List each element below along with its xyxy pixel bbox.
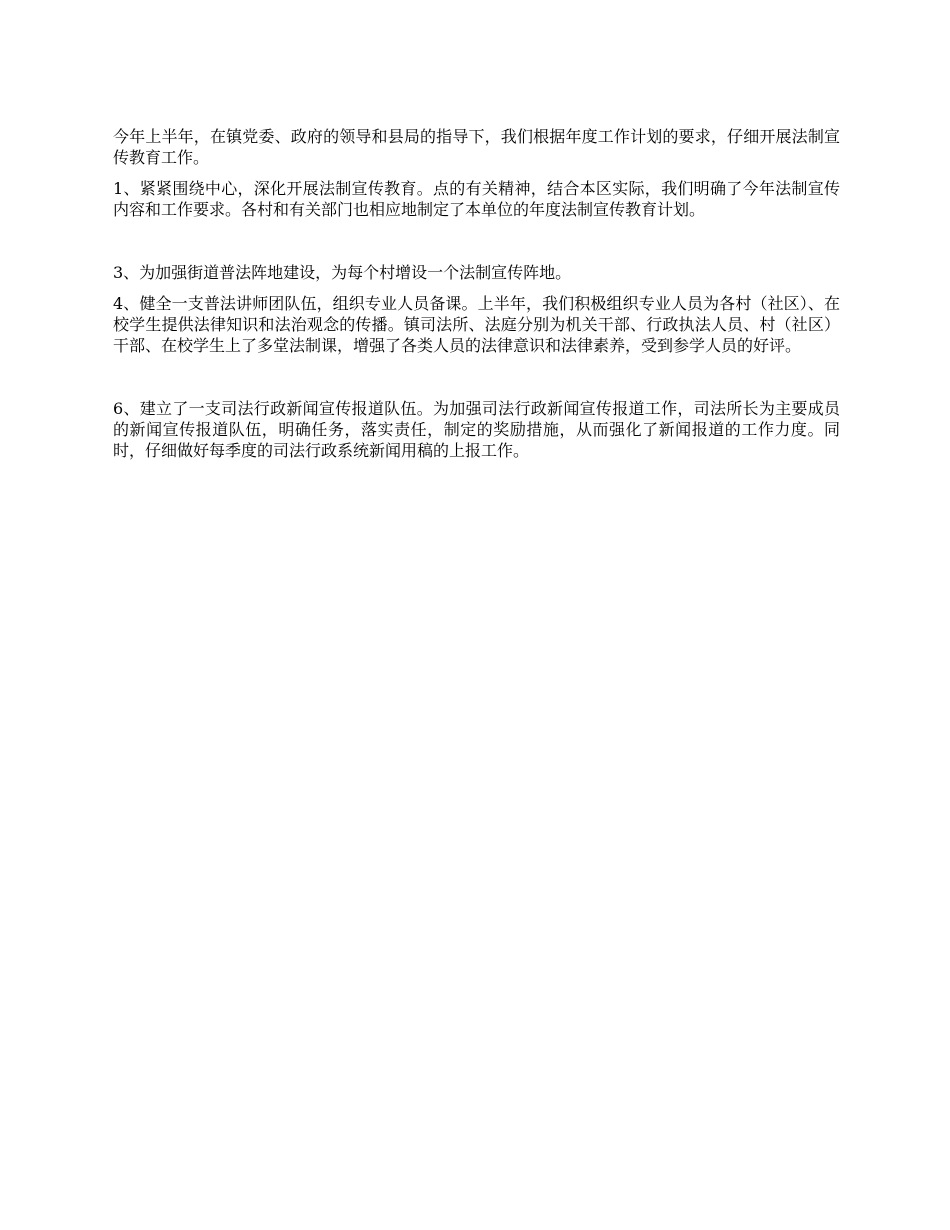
paragraph-spacer bbox=[113, 168, 840, 178]
paragraph-spacer bbox=[113, 220, 840, 262]
document-body bbox=[113, 126, 840, 461]
paragraph-spacer bbox=[113, 283, 840, 293]
item-6-paragraph: 6、建立了一支司法行政新闻宣传报道队伍。为加强司法行政新闻宣传报道工作，司法所长为主要成员的新闻宣传报道队伍，明确任务，落实责任，制定的奖励措施，从而强化了新闻报道的工作力度。同时，仔细做好每季度的司法行政系统新闻用稿的上报工作。 bbox=[113, 399, 840, 460]
item-4-paragraph: 4、健全一支普法讲师团队伍，组织专业人员备课。上半年，我们积极组织专业人员为各村（社区）、在校学生提供法律知识和法治观念的传播。镇司法所、法庭分别为机关干部、行政执法人员、村（社区）干部、在校学生上了多堂法制课，增强了各类人员的法律意识和法律素养，受到参学人员的好评。 bbox=[113, 294, 840, 355]
item-1-paragraph: 1、紧紧围绕中心，深化开展法制宣传教育。点的有关精神，结合本区实际，我们明确了今年法制宣传内容和工作要求。各村和有关部门也相应地制定了本单位的年度法制宣传教育计划。 bbox=[113, 179, 840, 219]
paragraph-spacer bbox=[113, 356, 840, 398]
intro-paragraph: 今年上半年，在镇党委、政府的领导和县局的指导下，我们根据年度工作计划的要求，仔细开展法制宣传教育工作。 bbox=[113, 127, 840, 167]
item-3-paragraph: 3、为加强街道普法阵地建设，为每个村增设一个法制宣传阵地。 bbox=[113, 263, 572, 282]
